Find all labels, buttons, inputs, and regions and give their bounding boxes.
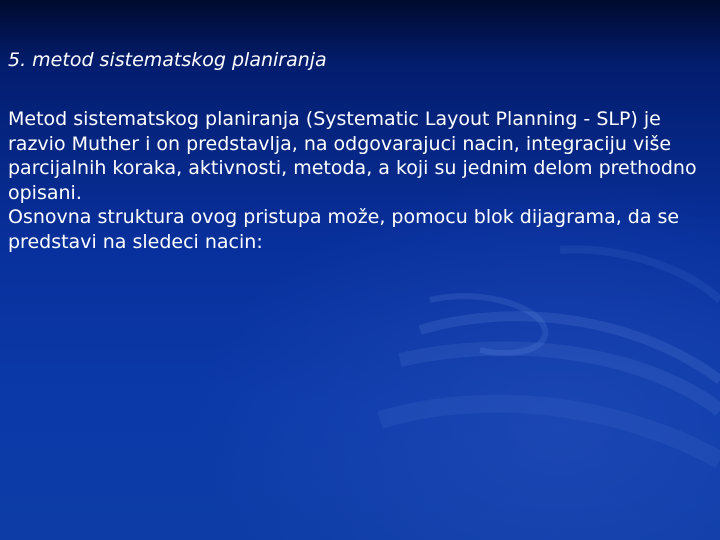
slide-body <box>8 107 718 254</box>
slide-title: 5. metod sistematskog planiranja <box>8 49 327 71</box>
body-paragraph: Osnovna struktura ovog pristupa može, pomocu blok dijagrama, da se predstavi na sledeci nacin: <box>8 206 680 253</box>
body-paragraph: Metod sistematskog planiranja (Systematic Layout Planning - SLP) je razvio Muther i on predstavlja, na odgovarajuci nacin, integraciju više parcijalnih koraka, aktivnosti, metoda, a koji su jednim delom prethodno opisani. <box>8 108 697 204</box>
